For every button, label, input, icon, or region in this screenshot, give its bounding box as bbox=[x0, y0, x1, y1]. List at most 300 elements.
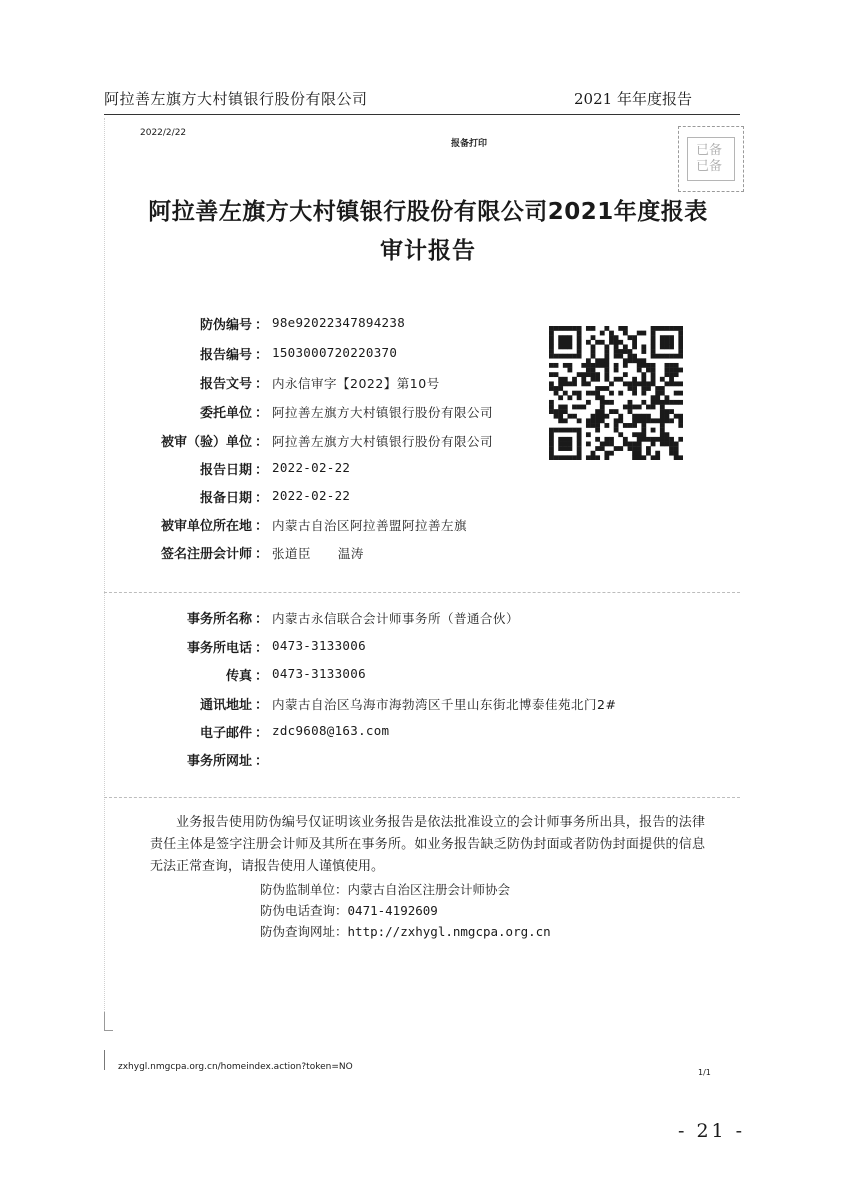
qr-module bbox=[632, 442, 637, 447]
field-label-address: 通讯地址 bbox=[199, 698, 252, 713]
qr-module bbox=[623, 344, 628, 349]
qr-module bbox=[554, 414, 559, 419]
qr-module bbox=[567, 363, 572, 368]
qr-module bbox=[646, 437, 651, 442]
qr-module bbox=[549, 331, 554, 336]
qr-module bbox=[618, 432, 623, 437]
qr-module bbox=[591, 455, 596, 460]
qr-module bbox=[581, 372, 586, 377]
qr-module bbox=[581, 377, 586, 382]
qr-module bbox=[577, 432, 582, 437]
section-divider bbox=[104, 592, 740, 593]
qr-module bbox=[563, 377, 568, 382]
qr-module bbox=[641, 437, 646, 442]
qr-module bbox=[660, 354, 665, 359]
qr-module bbox=[614, 418, 619, 423]
field-value-filing-date: 2022-02-22 bbox=[272, 488, 351, 503]
qr-module bbox=[674, 451, 679, 456]
qr-module bbox=[586, 418, 591, 423]
qr-module bbox=[623, 363, 628, 368]
qr-module bbox=[618, 414, 623, 419]
qr-module bbox=[646, 418, 651, 423]
qr-module bbox=[637, 368, 642, 373]
qr-module bbox=[641, 400, 646, 405]
qr-module bbox=[600, 386, 605, 391]
qr-module bbox=[609, 335, 614, 340]
qr-module bbox=[591, 349, 596, 354]
qr-module bbox=[591, 326, 596, 331]
qr-module bbox=[665, 326, 670, 331]
qr-module bbox=[591, 423, 596, 428]
qr-module bbox=[678, 437, 683, 442]
qr-module bbox=[609, 437, 614, 442]
qr-module bbox=[558, 442, 563, 447]
field-value-fax: 0473-3133006 bbox=[272, 666, 366, 681]
qr-module bbox=[558, 377, 563, 382]
qr-module bbox=[600, 442, 605, 447]
qr-module bbox=[563, 344, 568, 349]
qr-module bbox=[595, 446, 600, 451]
field-colon: ： bbox=[255, 377, 269, 392]
qr-module bbox=[609, 409, 614, 414]
qr-module bbox=[660, 428, 665, 433]
qr-module bbox=[586, 326, 591, 331]
qr-module bbox=[591, 418, 596, 423]
field-value-firm-name: 内蒙古永信联合会计师事务所（普通合伙） bbox=[272, 611, 520, 626]
qr-module bbox=[623, 442, 628, 447]
qr-module bbox=[641, 432, 646, 437]
qr-module bbox=[558, 414, 563, 419]
qr-module bbox=[577, 428, 582, 433]
qr-module bbox=[549, 349, 554, 354]
qr-module bbox=[641, 423, 646, 428]
qr-module bbox=[651, 455, 656, 460]
qr-module bbox=[632, 423, 637, 428]
field-value-client: 阿拉善左旗方大村镇银行股份有限公司 bbox=[272, 405, 494, 420]
field-label-audited-entity: 被审（验）单位 bbox=[160, 435, 252, 450]
qr-module bbox=[655, 354, 660, 359]
qr-module bbox=[604, 442, 609, 447]
qr-module bbox=[660, 377, 665, 382]
qr-module bbox=[665, 395, 670, 400]
qr-module bbox=[669, 377, 674, 382]
qr-module bbox=[614, 377, 619, 382]
qr-module bbox=[563, 455, 568, 460]
print-label: 报备打印 bbox=[451, 139, 488, 149]
qr-module bbox=[577, 354, 582, 359]
qr-module bbox=[637, 418, 642, 423]
qr-module bbox=[632, 451, 637, 456]
qr-module bbox=[665, 400, 670, 405]
qr-module bbox=[674, 455, 679, 460]
qr-module bbox=[637, 363, 642, 368]
qr-module bbox=[660, 437, 665, 442]
qr-module bbox=[632, 405, 637, 410]
qr-module bbox=[665, 381, 670, 386]
field-colon: ： bbox=[255, 754, 269, 769]
qr-module bbox=[651, 381, 656, 386]
qr-module bbox=[678, 391, 683, 396]
disclaimer-paragraph: 业务报告使用防伪编号仅证明该业务报告是依法批准设立的会计师事务所出具，报告的法律责任主体是签字注册会计师及其所在事务所。如业务报告缺乏防伪封面或者防伪封面提供的信息无法正常查询，请报告使用人谨慎使用。 bbox=[150, 815, 705, 874]
qr-module bbox=[572, 455, 577, 460]
qr-module bbox=[618, 418, 623, 423]
qr-module bbox=[567, 414, 572, 419]
qr-module bbox=[678, 455, 683, 460]
field-label-signing-cpa: 签名注册会计师 bbox=[160, 547, 252, 562]
qr-module bbox=[595, 377, 600, 382]
qr-module bbox=[641, 414, 646, 419]
qr-module bbox=[618, 354, 623, 359]
qr-module bbox=[632, 340, 637, 345]
qr-module bbox=[604, 414, 609, 419]
qr-module bbox=[678, 414, 683, 419]
qr-module bbox=[554, 363, 559, 368]
qr-module bbox=[651, 405, 656, 410]
qr-module bbox=[572, 428, 577, 433]
qr-module bbox=[554, 455, 559, 460]
field-colon: ： bbox=[255, 641, 269, 656]
qr-module bbox=[558, 381, 563, 386]
qr-module bbox=[572, 326, 577, 331]
qr-module bbox=[674, 363, 679, 368]
field-value-anti-counterfeit-no: 98e92022347894238 bbox=[272, 315, 406, 330]
qr-module bbox=[591, 344, 596, 349]
qr-module bbox=[604, 400, 609, 405]
qr-module bbox=[567, 368, 572, 373]
field-value-entity-location: 内蒙古自治区阿拉善盟阿拉善左旗 bbox=[272, 518, 468, 533]
qr-module bbox=[651, 437, 656, 442]
qr-module bbox=[669, 418, 674, 423]
field-value-report-date: 2022-02-22 bbox=[272, 460, 351, 475]
qr-module bbox=[646, 414, 651, 419]
qr-module bbox=[586, 372, 591, 377]
qr-module bbox=[623, 423, 628, 428]
qr-module bbox=[591, 363, 596, 368]
qr-module bbox=[660, 400, 665, 405]
qr-module bbox=[651, 368, 656, 373]
qr-module bbox=[586, 358, 591, 363]
qr-module bbox=[558, 446, 563, 451]
qr-module bbox=[651, 326, 656, 331]
qr-module bbox=[623, 331, 628, 336]
qr-module bbox=[628, 386, 633, 391]
qr-module bbox=[595, 358, 600, 363]
qr-module bbox=[549, 442, 554, 447]
qr-module bbox=[628, 381, 633, 386]
qr-module bbox=[572, 405, 577, 410]
qr-module bbox=[674, 368, 679, 373]
qr-module bbox=[628, 349, 633, 354]
qr-module bbox=[660, 442, 665, 447]
qr-module bbox=[604, 437, 609, 442]
qr-module bbox=[567, 326, 572, 331]
qr-module bbox=[632, 354, 637, 359]
qr-module bbox=[637, 437, 642, 442]
qr-module bbox=[632, 358, 637, 363]
qr-module bbox=[558, 455, 563, 460]
anti-counterfeit-supervisor bbox=[260, 880, 510, 898]
qr-module bbox=[669, 363, 674, 368]
qr-module bbox=[618, 377, 623, 382]
qr-module bbox=[591, 377, 596, 382]
qr-module bbox=[549, 405, 554, 410]
qr-module bbox=[595, 418, 600, 423]
qr-module bbox=[581, 363, 586, 368]
qr-module bbox=[623, 372, 628, 377]
qr-module bbox=[646, 368, 651, 373]
qr-module bbox=[651, 331, 656, 336]
qr-module bbox=[577, 395, 582, 400]
qr-module bbox=[651, 372, 656, 377]
qr-module bbox=[549, 344, 554, 349]
qr-module bbox=[665, 368, 670, 373]
qr-module bbox=[641, 418, 646, 423]
qr-module bbox=[669, 442, 674, 447]
print-date: 2022/2/22 bbox=[140, 128, 187, 138]
qr-module bbox=[655, 437, 660, 442]
qr-module bbox=[549, 437, 554, 442]
qr-module bbox=[665, 340, 670, 345]
qr-module bbox=[577, 349, 582, 354]
qr-module bbox=[563, 437, 568, 442]
qr-module bbox=[558, 326, 563, 331]
qr-module bbox=[628, 409, 633, 414]
qr-module bbox=[678, 418, 683, 423]
qr-module bbox=[604, 358, 609, 363]
qr-module bbox=[674, 381, 679, 386]
qr-module bbox=[614, 335, 619, 340]
qr-module bbox=[558, 340, 563, 345]
header-rule bbox=[104, 114, 740, 115]
qr-module bbox=[609, 400, 614, 405]
qr-module bbox=[614, 349, 619, 354]
qr-module bbox=[600, 340, 605, 345]
phone-value: 0471-4192609 bbox=[347, 903, 438, 918]
qr-module bbox=[549, 409, 554, 414]
qr-module bbox=[637, 331, 642, 336]
qr-module bbox=[549, 363, 554, 368]
qr-module bbox=[577, 391, 582, 396]
qr-module bbox=[549, 451, 554, 456]
qr-module bbox=[554, 354, 559, 359]
qr-module bbox=[563, 409, 568, 414]
qr-module bbox=[609, 331, 614, 336]
qr-module bbox=[674, 391, 679, 396]
qr-module bbox=[600, 395, 605, 400]
qr-module bbox=[669, 451, 674, 456]
qr-module bbox=[637, 358, 642, 363]
qr-module bbox=[637, 432, 642, 437]
qr-module bbox=[586, 432, 591, 437]
qr-module bbox=[586, 423, 591, 428]
qr-module bbox=[577, 451, 582, 456]
qr-module bbox=[577, 335, 582, 340]
qr-module bbox=[609, 442, 614, 447]
field-label-firm-website: 事务所网址 bbox=[186, 754, 252, 769]
qr-module bbox=[632, 418, 637, 423]
anti-counterfeit-website bbox=[260, 922, 551, 940]
qr-module bbox=[600, 446, 605, 451]
qr-module bbox=[567, 381, 572, 386]
qr-module bbox=[623, 358, 628, 363]
qr-module bbox=[637, 451, 642, 456]
qr-module bbox=[641, 381, 646, 386]
qr-module bbox=[678, 335, 683, 340]
qr-module bbox=[678, 400, 683, 405]
qr-module bbox=[600, 414, 605, 419]
qr-module bbox=[577, 437, 582, 442]
qr-module bbox=[660, 423, 665, 428]
qr-module bbox=[669, 446, 674, 451]
qr-module bbox=[577, 455, 582, 460]
qr-module bbox=[660, 326, 665, 331]
qr-module bbox=[549, 428, 554, 433]
field-value-address: 内蒙古自治区乌海市海勃湾区千里山东街北博泰佳苑北门2# bbox=[272, 697, 617, 712]
qr-module bbox=[567, 395, 572, 400]
qr-module bbox=[669, 340, 674, 345]
qr-module bbox=[595, 437, 600, 442]
qr-module bbox=[591, 451, 596, 456]
qr-module bbox=[632, 455, 637, 460]
qr-module bbox=[651, 363, 656, 368]
qr-module bbox=[558, 395, 563, 400]
qr-module bbox=[628, 446, 633, 451]
qr-module bbox=[577, 326, 582, 331]
qr-module bbox=[669, 409, 674, 414]
qr-module bbox=[632, 446, 637, 451]
qr-module bbox=[595, 386, 600, 391]
qr-module bbox=[665, 418, 670, 423]
qr-module bbox=[660, 386, 665, 391]
qr-module bbox=[600, 331, 605, 336]
qr-module bbox=[651, 344, 656, 349]
qr-module bbox=[641, 358, 646, 363]
qr-module bbox=[628, 423, 633, 428]
qr-module bbox=[577, 405, 582, 410]
qr-module bbox=[595, 372, 600, 377]
qr-module bbox=[558, 418, 563, 423]
qr-module bbox=[595, 340, 600, 345]
qr-module bbox=[558, 405, 563, 410]
qr-module bbox=[646, 451, 651, 456]
qr-module bbox=[665, 414, 670, 419]
qr-module bbox=[674, 446, 679, 451]
qr-module bbox=[614, 363, 619, 368]
qr-module bbox=[669, 437, 674, 442]
qr-module bbox=[581, 405, 586, 410]
qr-module bbox=[641, 455, 646, 460]
qr-module bbox=[549, 446, 554, 451]
qr-module bbox=[604, 372, 609, 377]
qr-module bbox=[660, 418, 665, 423]
qr-module bbox=[567, 428, 572, 433]
qr-module bbox=[669, 372, 674, 377]
field-colon: ： bbox=[255, 519, 269, 534]
qr-module bbox=[655, 391, 660, 396]
qr-module bbox=[674, 372, 679, 377]
qr-module bbox=[609, 340, 614, 345]
qr-module bbox=[558, 335, 563, 340]
qr-module bbox=[628, 354, 633, 359]
qr-module bbox=[637, 455, 642, 460]
qr-module bbox=[646, 363, 651, 368]
qr-module bbox=[554, 391, 559, 396]
stamp-text: 已备 已备 bbox=[695, 143, 722, 174]
field-label-firm-phone: 事务所电话 bbox=[186, 641, 252, 656]
document-title: 阿拉善左旗方大村镇银行股份有限公司2021年度报表 bbox=[148, 199, 708, 225]
qr-module bbox=[604, 368, 609, 373]
qr-module bbox=[665, 344, 670, 349]
field-value-audited-entity: 阿拉善左旗方大村镇银行股份有限公司 bbox=[272, 434, 494, 449]
qr-module bbox=[674, 414, 679, 419]
field-label-filing-date: 报备日期 bbox=[199, 491, 252, 506]
qr-module bbox=[604, 349, 609, 354]
qr-module bbox=[655, 455, 660, 460]
qr-module bbox=[641, 428, 646, 433]
qr-module bbox=[577, 418, 582, 423]
qr-module bbox=[586, 363, 591, 368]
qr-module bbox=[604, 377, 609, 382]
qr-module bbox=[554, 372, 559, 377]
qr-module bbox=[563, 335, 568, 340]
qr-module bbox=[604, 423, 609, 428]
qr-module bbox=[665, 335, 670, 340]
field-label-fax: 传真 bbox=[225, 669, 252, 684]
qr-module bbox=[595, 409, 600, 414]
qr-module bbox=[618, 349, 623, 354]
qr-module bbox=[586, 381, 591, 386]
qr-module bbox=[549, 381, 554, 386]
qr-module bbox=[558, 386, 563, 391]
qr-module bbox=[669, 326, 674, 331]
qr-module bbox=[563, 363, 568, 368]
qr-module bbox=[609, 381, 614, 386]
qr-module bbox=[577, 331, 582, 336]
qr-module bbox=[567, 437, 572, 442]
qr-module bbox=[632, 414, 637, 419]
qr-module bbox=[641, 349, 646, 354]
qr-module bbox=[614, 428, 619, 433]
qr-module bbox=[595, 391, 600, 396]
field-label-anti-counterfeit-no: 防伪编号 bbox=[199, 318, 252, 333]
qr-module bbox=[632, 391, 637, 396]
qr-module bbox=[646, 381, 651, 386]
qr-module bbox=[572, 381, 577, 386]
header-company: 阿拉善左旗方大村镇银行股份有限公司 bbox=[104, 90, 368, 108]
qr-module bbox=[665, 432, 670, 437]
field-colon: ： bbox=[255, 669, 269, 684]
field-label-email: 电子邮件 bbox=[199, 726, 252, 741]
field-label-report-doc-no: 报告文号 bbox=[199, 377, 252, 392]
field-label-report-no: 报告编号 bbox=[199, 348, 252, 363]
qr-module bbox=[549, 335, 554, 340]
qr-module bbox=[609, 391, 614, 396]
qr-module bbox=[595, 428, 600, 433]
qr-module bbox=[600, 405, 605, 410]
qr-module bbox=[674, 354, 679, 359]
qr-module bbox=[651, 442, 656, 447]
qr-module bbox=[646, 405, 651, 410]
header-report-year: 2021 年年度报告 bbox=[574, 90, 692, 108]
qr-module bbox=[660, 391, 665, 396]
field-colon: ： bbox=[255, 726, 269, 741]
qr-module bbox=[651, 335, 656, 340]
qr-module bbox=[591, 354, 596, 359]
qr-module bbox=[678, 331, 683, 336]
qr-module bbox=[665, 354, 670, 359]
qr-module bbox=[591, 368, 596, 373]
qr-module bbox=[614, 368, 619, 373]
